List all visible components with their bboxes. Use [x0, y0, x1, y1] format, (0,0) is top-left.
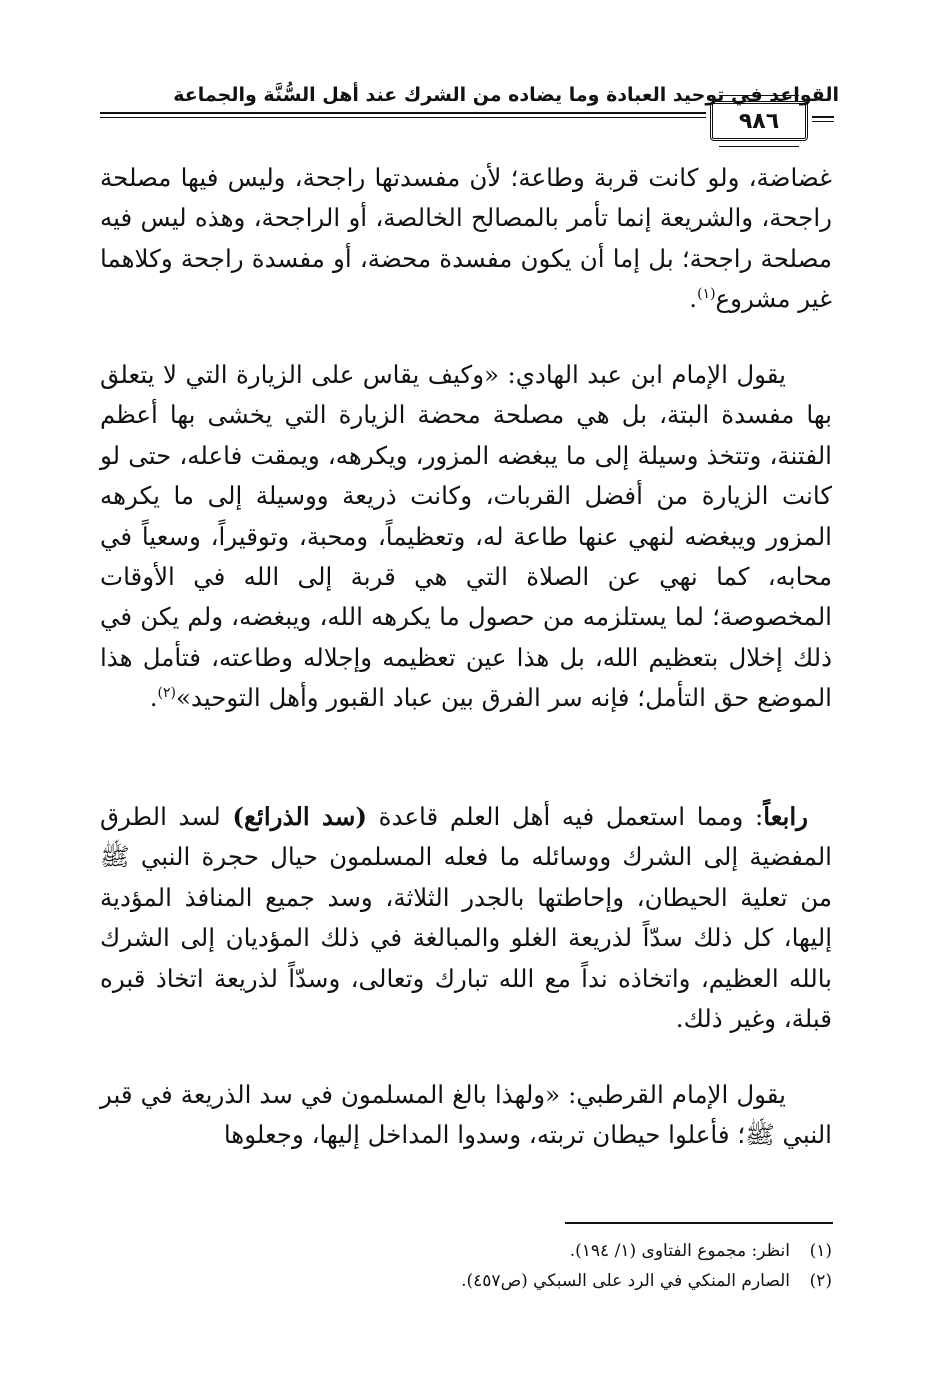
paragraph-2-text: يقول الإمام ابن عبد الهادي: «وكيف يقاس على الزيارة التي لا يتعلق بها مفسدة البتة، بل هي مصلحة محضة الزيارة التي يخشى بها أعظم الفتنة، وتتخذ وسيلة إلى ما يبغضه المزور، ويكرهه، ويمقت فاعله، حتى لو كانت الزيارة من أفضل القربات، وكانت ذريعة ووسيلة إلى ما يكرهه المزور ويبغضه لنهي عنها طاعة له، وتعظيماً، ومحبة، وتوقيراً، وسعياً في محابه، كما نهي عن الصلاة التي هي قربة إلى الله في الأوقات المخصوصة؛ لما يستلزمه من حصول ما يكرهه الله، ويبغضه، ولم يكن في ذلك إخلال بتعظيم الله، بل هذا عين تعظيمه وإجلاله وطاعته، فتأمل هذا الموضع حق التأمل؛ فإنه سر الفرق بين عباد القبور وأهل التوحيد» — [100, 360, 832, 713]
footnote-1-number: (١) — [809, 1241, 832, 1261]
footnote-separator — [565, 1222, 833, 1224]
paragraph-1 — [100, 158, 832, 320]
footnotes — [100, 1236, 832, 1296]
header-title-rest: في توحيد العبادة وما يضاده من الشرك عند أهل السُّنَّة والجماعة — [173, 84, 770, 106]
paragraph-3 — [100, 797, 832, 1039]
header-rule-top — [100, 112, 706, 114]
footnote-2-number: (٢) — [809, 1271, 832, 1291]
paragraph-2-end: . — [149, 683, 158, 713]
paragraph-1-end: . — [689, 284, 698, 314]
page-number-box — [710, 101, 808, 141]
header-rule-bottom — [100, 117, 706, 118]
header-rule-right-bottom — [812, 121, 834, 122]
footnote-1-text: انظر: مجموع الفتاوى (١/ ١٩٤). — [569, 1241, 790, 1261]
footnote-1 — [100, 1236, 832, 1266]
paragraph-3-bold-term: (سد الذرائع) — [232, 802, 368, 831]
paragraph-3-lead: رابعاً — [763, 802, 809, 831]
paragraph-4-text: يقول الإمام القرطبي: «ولهذا بالغ المسلمون في سد الذريعة في قبر النبي ﷺ؛ فأعلوا حيطان تربته، وسدوا المداخل إليها، وجعلوها — [100, 1080, 832, 1150]
paragraph-1-text: غضاضة، ولو كانت قربة وطاعة؛ لأن مفسدتها راجحة، وليس فيها مصلحة راجحة، والشريعة إنما تأمر بالمصالح الخالصة، أو الراجحة، وهذه ليس فيه مصلحة راجحة؛ بل إما أن يكون مفسدة محضة، أو مفسدة راجحة وكلاهما غير مشروع — [100, 163, 832, 314]
paragraph-4 — [100, 1075, 832, 1156]
paragraph-3-text-b: لسد الطرق المفضية إلى الشرك ووسائله ما فعله المسلمون حيال حجرة النبي ﷺ من تعلية الحيطان، وإحاطتها بالجدر الثلاثة، وسد جميع المنافذ المؤدية إليها، كل ذلك سدّاً لذريعة الغلو والمبالغة في ذلك المؤديان إلى الشرك بالله العظيم، واتخاذه نداً مع الله تبارك وتعالى، وسدّاً لذريعة اتخاذ قبره قبلة، وغير ذلك. — [100, 802, 832, 1034]
footnote-ref-2: (٢) — [157, 685, 177, 702]
footnote-2 — [100, 1266, 832, 1296]
header-rule-right-top — [812, 116, 834, 118]
paragraph-2 — [100, 355, 832, 719]
footnote-ref-1: (١) — [697, 286, 716, 303]
footnote-2-text: الصارم المنكي في الرد على السبكي (ص٤٥٧). — [461, 1271, 790, 1291]
paragraph-3-text-a: : ومما استعمل فيه أهل العلم قاعدة — [367, 802, 764, 831]
header-title-prefix: القواعد — [769, 84, 839, 106]
page-number: ٩٨٦ — [738, 108, 780, 134]
